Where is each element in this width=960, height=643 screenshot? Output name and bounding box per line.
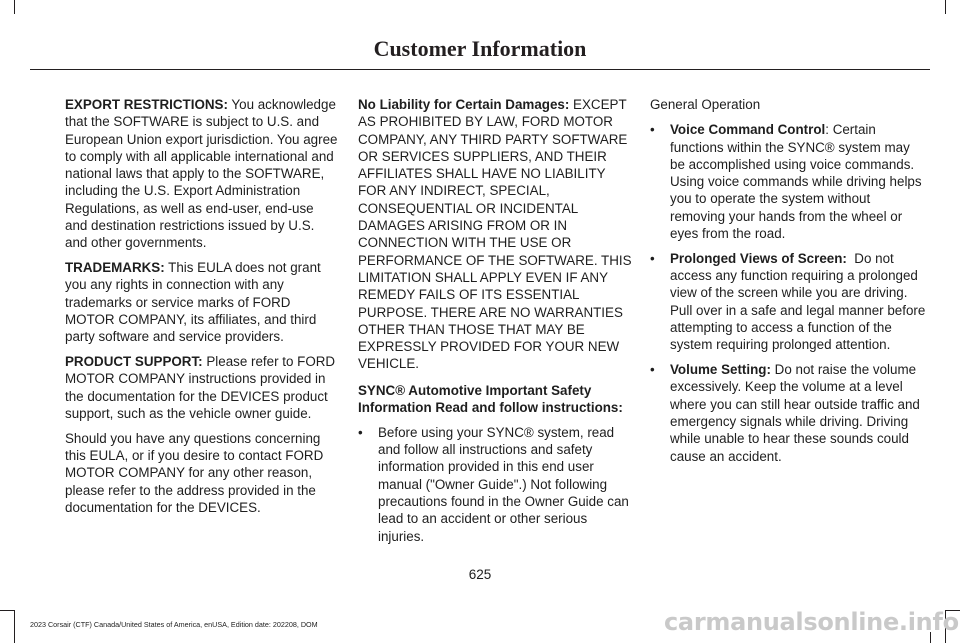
header-rule [30, 69, 930, 70]
bullet-label: Volume Setting: [670, 362, 771, 378]
trademarks-heading: TRADEMARKS: [65, 260, 165, 276]
support-paragraph [65, 353, 339, 422]
watermark-logo: carmanualsonline.info [664, 608, 959, 636]
page-number: 625 [468, 567, 492, 582]
liability-heading: No Liability for Certain Damages: [358, 97, 570, 112]
trademarks-text: This EULA does not grant you any rights in connection with any trademarks or service marks of FORD MOTOR COMPANY, its affiliates, and third party software and service providers. [65, 260, 321, 345]
operation-bullet-list [650, 121, 928, 465]
crop-mark-top-right [945, 0, 946, 14]
bullet-icon: • [650, 362, 655, 378]
support-heading: PRODUCT SUPPORT: [65, 354, 203, 370]
export-paragraph [65, 96, 339, 252]
bullet-text: Do not access any function requiring a prolonged view of the screen while you are driving. Pull over in a safe and legal manner before attempting to access a function of the system requiring prolonged attention. [670, 250, 930, 353]
bullet-text: : Certain functions within the SYNC® system may be accomplished using voice commands. Using voice commands while driving helps you to operate the system without removing your hands from the wheel or eyes from the road. [670, 122, 922, 242]
bullet-icon: • [650, 122, 655, 138]
export-heading: EXPORT RESTRICTIONS: [65, 97, 228, 112]
bullet-text: Do not raise the volume excessively. Keep the volume at a level where you can still hear outside traffic and emergency signals while driving. Driving while unable to hear these sounds could cause an accident. [670, 362, 920, 464]
crop-mark-bottom-left-h [0, 610, 14, 611]
trademarks-paragraph [65, 259, 339, 345]
list-item [650, 121, 928, 242]
liability-text: EXCEPT AS PROHIBITED BY LAW, FORD MOTOR COMPANY, ANY THIRD PARTY SOFTWARE OR SERVICES SUPPLIERS, AND THEIR AFFILIATES SHALL HAVE NO LIABILITY FOR ANY INDIRECT, SPECIAL, CONSEQUENTIAL OR INCIDENTAL DAMAGES ARISING FROM OR IN CONNECTION WITH THE USE OR PERFORMANCE OF THE SOFTWARE. THIS LIMITATION SHALL APPLY EVEN IF ANY REMEDY FAILS OF ITS ESSENTIAL PURPOSE. THERE ARE NO WARRANTIES OTHER THAN THOSE THAT MAY BE EXPRESSLY PROVIDED FOR YOUR NEW VEHICLE. [358, 97, 632, 372]
liability-paragraph [358, 96, 633, 373]
right-column [650, 96, 928, 472]
edition-footer: 2023 Corsair (CTF) Canada/United States of America, enUSA, Edition date: 202208, DOM [30, 620, 318, 629]
export-text: You acknowledge that the SOFTWARE is subject to U.S. and European Union export jurisdiction. You agree to comply with all applicable international and national laws that apply to the SOFTWARE, including the U.S. Export Administration Regulations, as well as end-user, end-use and destination restrictions issued by U.S. and other governments. [65, 97, 338, 251]
crop-mark-bottom-left-v [14, 610, 15, 643]
support-text: Please refer to FORD MOTOR COMPANY instructions provided in the documentation for the DEVICES product support, such as the vehicle owner guide. [65, 354, 336, 422]
general-operation-heading: General Operation [650, 97, 761, 112]
bullet-label: Prolonged Views of Screen: [670, 250, 847, 266]
middle-column [358, 96, 633, 552]
page-title: Customer Information [373, 36, 587, 61]
questions-paragraph: Should you have any questions concerning this EULA, or if you desire to contact FORD MOTOR COMPANY for any other reason, please refer to the address provided in the documentation for the DEVICES. [65, 430, 324, 516]
safety-heading: SYNC® Automotive Important Safety Information Read and follow instructions: [358, 382, 623, 416]
crop-mark-top-left [14, 0, 15, 14]
list-item [650, 250, 928, 354]
bullet-label: Voice Command Control [670, 122, 826, 138]
bullet-icon: • [650, 250, 655, 266]
list-item [650, 361, 928, 465]
list-item [358, 424, 633, 545]
safety-bullet-list [358, 424, 633, 545]
bullet-icon: • [358, 424, 363, 440]
left-column [65, 96, 339, 524]
bullet-text: Before using your SYNC® system, read and follow all instructions and safety information provided in this end user manual ("Owner Guide".) Not following precautions found in the Owner Guide can lead to an accident or other serious injuries. [378, 424, 629, 544]
